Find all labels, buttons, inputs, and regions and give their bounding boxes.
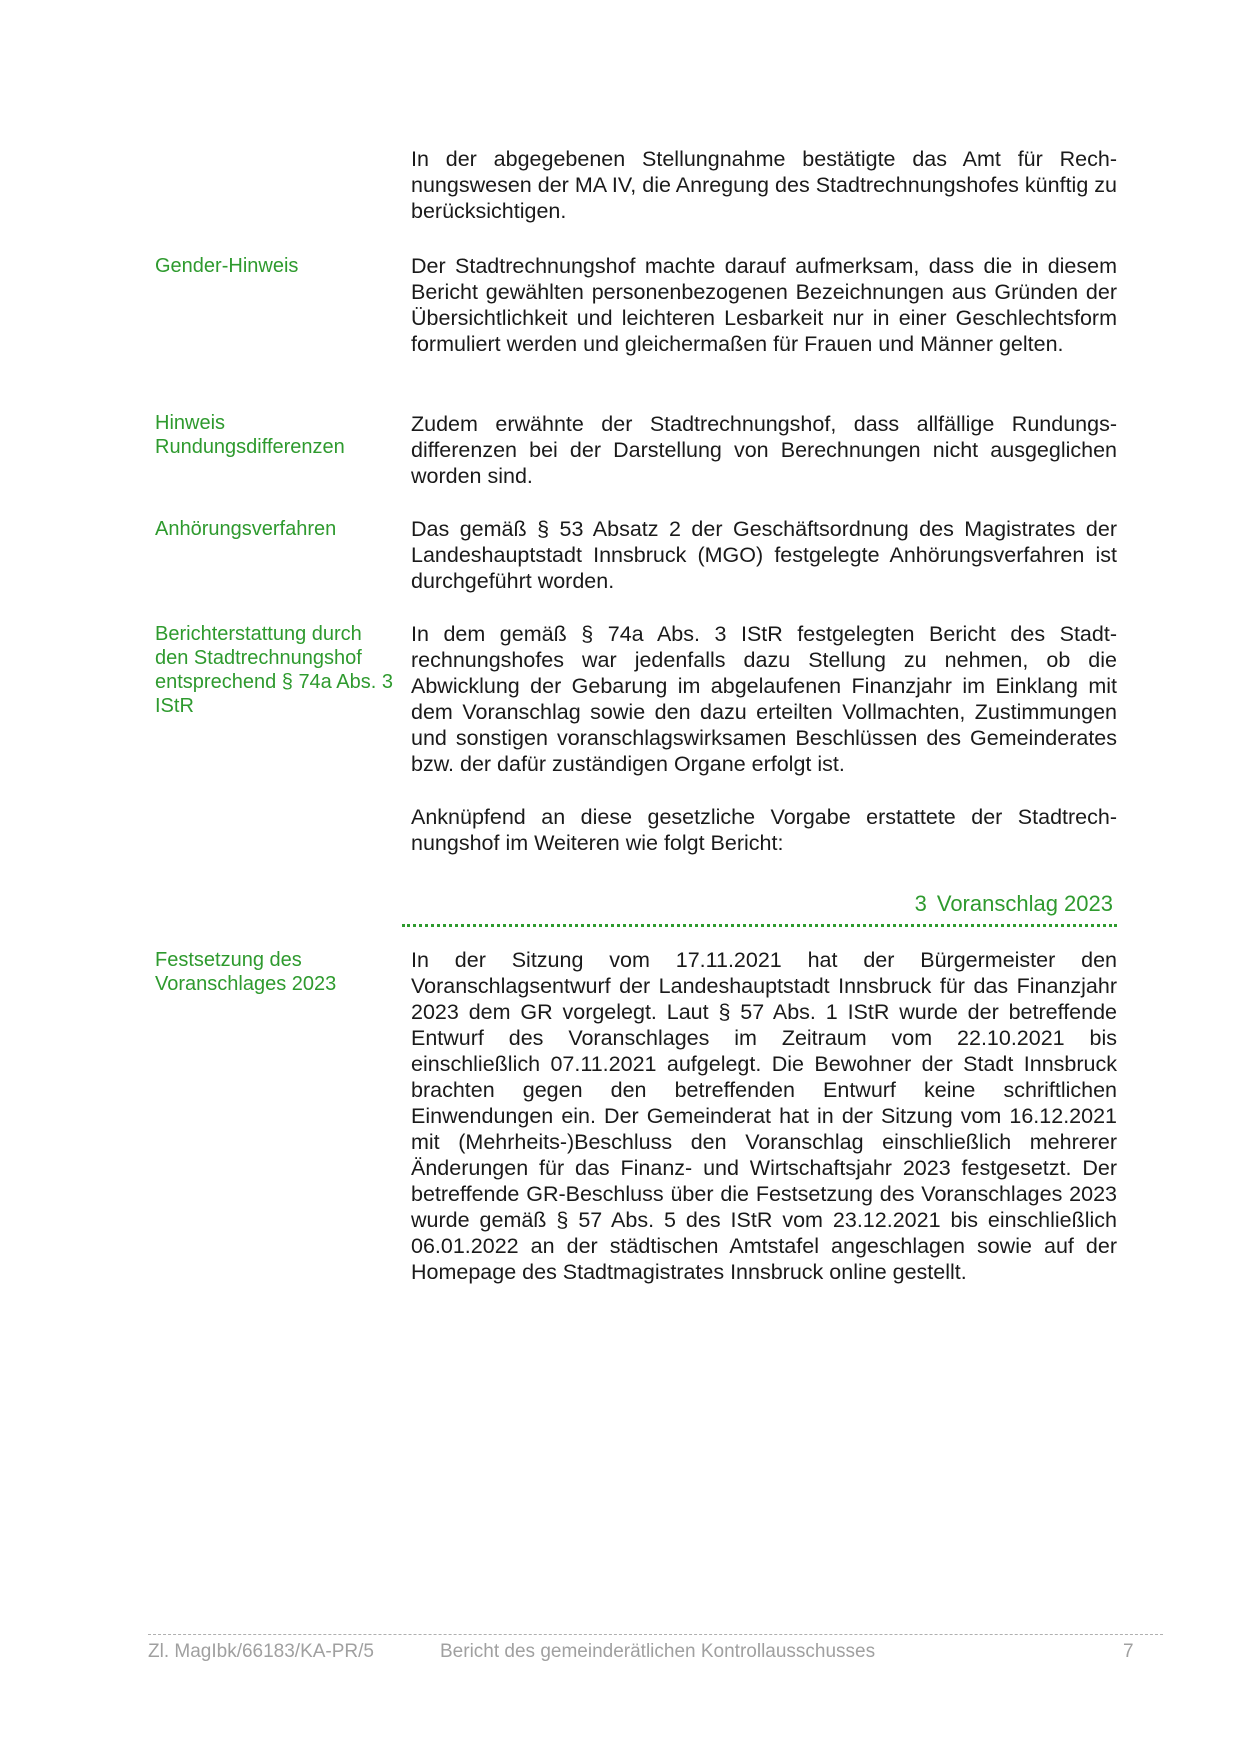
body-paragraph: In dem gemäß § 74a Abs. 3 IStR festgelegten Bericht des Stadtrechnungshofes war jedenfalls dazu Stellung zu nehmen, ob die Abwicklung der Gebarung im abgelaufenen Finanzjahr im Einklang mit dem Voranschlag sowie den dazu erteilten Vollmachten, Zustimmungen und sonstigen voranschlagswirksamen Beschlüssen des Gemeinderates bzw. der dafür zuständigen Organe erfolgt ist. bbox=[411, 622, 1117, 776]
footer-divider bbox=[148, 1634, 1163, 1635]
section-heading bbox=[402, 891, 1113, 917]
page-number: 7 bbox=[1123, 1641, 1134, 1662]
body-paragraph: Der Stadtrechnungshof machte darauf aufmerksam, dass die in diesem Bericht gewählten personenbezogenen Bezeichnungen aus Gründen der Übersichtlichkeit und leichteren Lesbarkeit nur in einer Geschlechtsform formuliert werden und gleichermaßen für Frauen und Männer gelten. bbox=[411, 254, 1117, 356]
margin-label-rundungsdifferenzen: Hinweis Rundungsdifferenzen bbox=[155, 412, 345, 458]
body-paragraph: Anknüpfend an diese gesetzliche Vorgabe erstattete der Stadtrechnungshof im Weiteren wie folgt Bericht: bbox=[411, 805, 1117, 855]
footer-title: Bericht des gemeinderätlichen Kontrollausschusses bbox=[440, 1641, 876, 1662]
margin-label-anhoerungsverfahren: Anhörungsverfahren bbox=[155, 518, 337, 540]
section-heading-divider bbox=[402, 924, 1117, 927]
body-paragraph: In der abgegebenen Stellungnahme bestätigte das Amt für Rechnungswesen der MA IV, die Anregung des Stadtrechnungshofes künftig zu berücksichtigen. bbox=[411, 147, 1117, 223]
margin-label-gender-hinweis: Gender-Hinweis bbox=[155, 255, 299, 277]
margin-label-berichterstattung: Berichterstattung durch den Stadtrechnungshof entsprechend § 74a Abs. 3 IStR bbox=[155, 623, 393, 717]
footer-reference: Zl. MagIbk/66183/KA-PR/5 bbox=[148, 1641, 374, 1662]
body-paragraph: In der Sitzung vom 17.11.2021 hat der Bürgermeister den Voranschlagsentwurf der Landeshauptstadt Innsbruck für das Finanzjahr 2023 dem GR vorgelegt. Laut § 57 Abs. 1 IStR wurde der betreffende Entwurf des Voranschlages im Zeitraum vom 22.10.2021 bis einschließlich 07.11.2021 aufgelegt. Die Bewohner der Stadt Innsbruck brachten gegen den betreffenden Entwurf keine schriftlichen Einwendungen ein. Der Gemeinderat hat in der Sitzung vom 16.12.2021 mit (Mehrheits-)Beschluss den Voranschlag einschließlich mehrerer Änderungen für das Finanz- und Wirtschaftsjahr 2023 festgesetzt. Der betreffende GR-Beschluss über die Festsetzung des Voranschlages 2023 wurde gemäß § 57 Abs. 5 des IStR vom 23.12.2021 bis einschließlich 06.01.2022 an der städtischen Amtstafel angeschlagen sowie auf der Homepage des Stadtmagistrates Innsbruck online gestellt. bbox=[411, 948, 1117, 1284]
section-title: Voranschlag 2023 bbox=[936, 891, 1113, 916]
margin-label-festsetzung: Festsetzung des Voranschlages 2023 bbox=[155, 949, 337, 995]
body-paragraph: Zudem erwähnte der Stadtrechnungshof, dass allfällige Rundungsdifferenzen bei der Darstellung von Berechnungen nicht ausgeglichen worden sind. bbox=[411, 412, 1117, 488]
body-paragraph: Das gemäß § 53 Absatz 2 der Geschäftsordnung des Magistrates der Landeshauptstadt Innsbruck (MGO) festgelegte Anhörungsverfahren ist durchgeführt worden. bbox=[411, 517, 1117, 593]
section-number: 3 bbox=[914, 891, 927, 916]
